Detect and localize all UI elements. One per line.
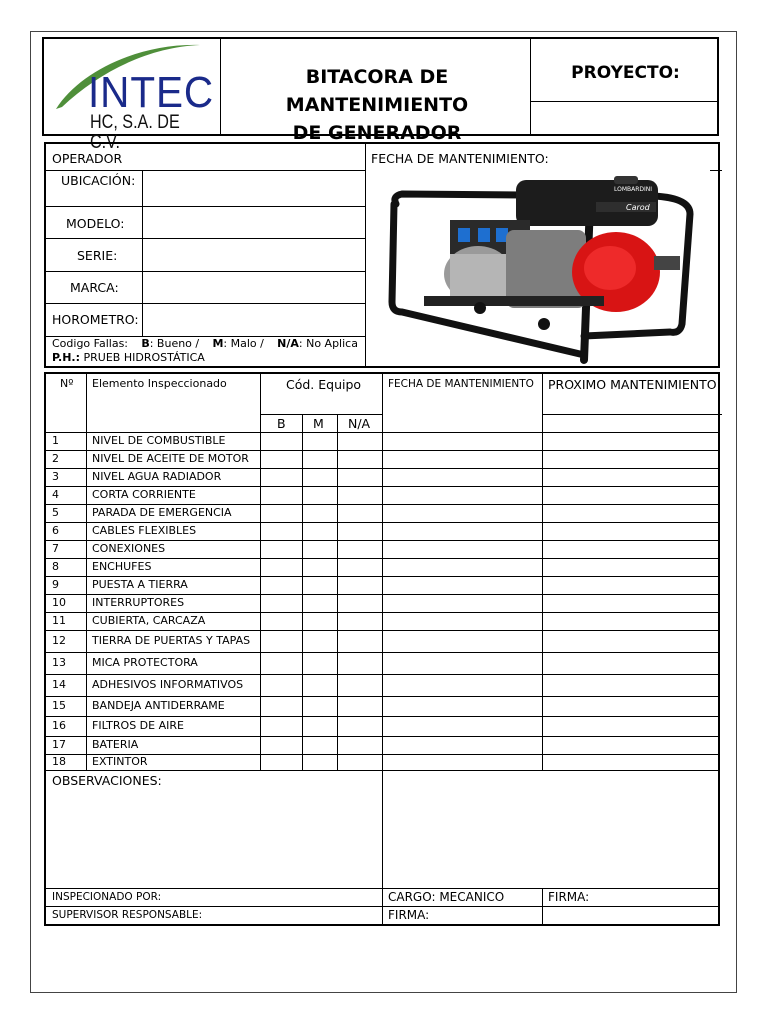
table-row [46, 594, 718, 613]
row-element: EXTINTOR [92, 755, 148, 768]
table-row [46, 612, 718, 631]
generator-model-label: Carod [626, 203, 650, 212]
row-element: ENCHUFES [92, 560, 152, 573]
row-number: 17 [52, 738, 66, 751]
table-row [46, 486, 718, 505]
table-row [46, 450, 718, 469]
row-number: 7 [52, 542, 59, 555]
row-number: 3 [52, 470, 59, 483]
table-row [46, 754, 718, 770]
supervisor-label: SUPERVISOR RESPONSABLE: [52, 909, 203, 921]
maintenance-date-label: FECHA DE MANTENIMIENTO: [371, 151, 549, 166]
row-element: CUBIERTA, CARCAZA [92, 614, 206, 627]
generator-icon [384, 174, 698, 366]
col-header-b: B [277, 416, 286, 431]
inspection-table [44, 372, 720, 926]
row-element: CABLES FLEXIBLES [92, 524, 197, 537]
company-logo [50, 41, 218, 153]
hour-meter-label: HOROMETRO: [52, 312, 139, 327]
operator-label: OPERADOR [52, 151, 123, 166]
generator-brand-label: LOMBARDINI [614, 186, 653, 193]
col-header-next-maintenance: PROXIMO MANTENIMIENTO [548, 377, 717, 392]
row-number: 12 [52, 634, 66, 647]
info-section [44, 142, 720, 368]
table-row [46, 716, 718, 737]
row-number: 5 [52, 506, 59, 519]
table-row [46, 652, 718, 675]
row-element: FILTROS DE AIRE [92, 719, 184, 732]
table-row [46, 468, 718, 487]
row-number: 9 [52, 578, 59, 591]
row-number: 13 [52, 656, 66, 669]
row-element: INTERRUPTORES [92, 596, 185, 609]
col-header-element: Elemento Inspeccionado [92, 377, 227, 390]
row-element: CONEXIONES [92, 542, 166, 555]
table-row [46, 696, 718, 717]
header-box [42, 37, 719, 153]
logo-text: INTEC [88, 68, 215, 117]
row-number: 18 [52, 755, 66, 768]
col-header-equipment-code: Cód. Equipo [286, 377, 362, 392]
row-element: CORTA CORRIENTE [92, 488, 196, 501]
logo-subtext: HC, S.A. DE C.V. [90, 112, 180, 153]
location-label: UBICACIÓN: [61, 173, 136, 188]
row-element: NIVEL DE COMBUSTIBLE [92, 434, 226, 447]
col-header-na: N/A [348, 416, 371, 431]
col-header-number: Nº [60, 377, 74, 390]
table-row [46, 736, 718, 755]
row-element: BANDEJA ANTIDERRAME [92, 699, 225, 712]
serial-label: SERIE: [77, 248, 118, 263]
table-row [46, 558, 718, 577]
row-number: 15 [52, 699, 66, 712]
row-element: NIVEL DE ACEITE DE MOTOR [92, 452, 249, 465]
inspected-by-label: INSPECIONADO POR: [52, 891, 162, 903]
fault-codes-legend: Codigo Fallas: B: Bueno / M: Malo / N/A: No Aplica P.H.: PRUEB HIDROSTÁTICA [52, 337, 358, 364]
row-element: MICA PROTECTORA [92, 656, 198, 669]
row-element: PARADA DE EMERGENCIA [92, 506, 232, 519]
model-label: MODELO: [66, 216, 125, 231]
signature-label-2: FIRMA: [388, 908, 430, 922]
row-number: 1 [52, 434, 59, 447]
project-label: PROYECTO: [571, 63, 680, 83]
row-number: 6 [52, 524, 59, 537]
row-number: 4 [52, 488, 59, 501]
row-number: 8 [52, 560, 59, 573]
row-element: NIVEL AGUA RADIADOR [92, 470, 222, 483]
table-row [46, 576, 718, 595]
position-label: CARGO: MECANICO [388, 890, 505, 904]
title-line-2: DE GENERADOR [292, 122, 462, 144]
table-row [46, 522, 718, 541]
generator-image [384, 174, 698, 366]
row-number: 14 [52, 678, 66, 691]
signature-label-1: FIRMA: [548, 890, 590, 904]
row-number: 10 [52, 596, 66, 609]
row-number: 11 [52, 614, 66, 627]
document-title [222, 63, 532, 147]
table-row [46, 432, 718, 451]
row-element: PUESTA A TIERRA [92, 578, 188, 591]
col-header-maintenance-date: FECHA DE MANTENIMIENTO [388, 378, 534, 390]
row-number: 2 [52, 452, 59, 465]
table-row [46, 540, 718, 559]
row-element: ADHESIVOS INFORMATIVOS [92, 678, 244, 691]
table-row [46, 504, 718, 523]
brand-label: MARCA: [70, 280, 119, 295]
col-header-m: M [313, 416, 324, 431]
title-line-1: BITACORA DE MANTENIMIENTO [285, 66, 469, 116]
table-row [46, 630, 718, 653]
row-element: TIERRA DE PUERTAS Y TAPAS [92, 634, 251, 647]
row-element: BATERIA [92, 738, 139, 751]
row-number: 16 [52, 719, 66, 732]
table-row [46, 674, 718, 697]
observations-label: OBSERVACIONES: [52, 773, 162, 788]
